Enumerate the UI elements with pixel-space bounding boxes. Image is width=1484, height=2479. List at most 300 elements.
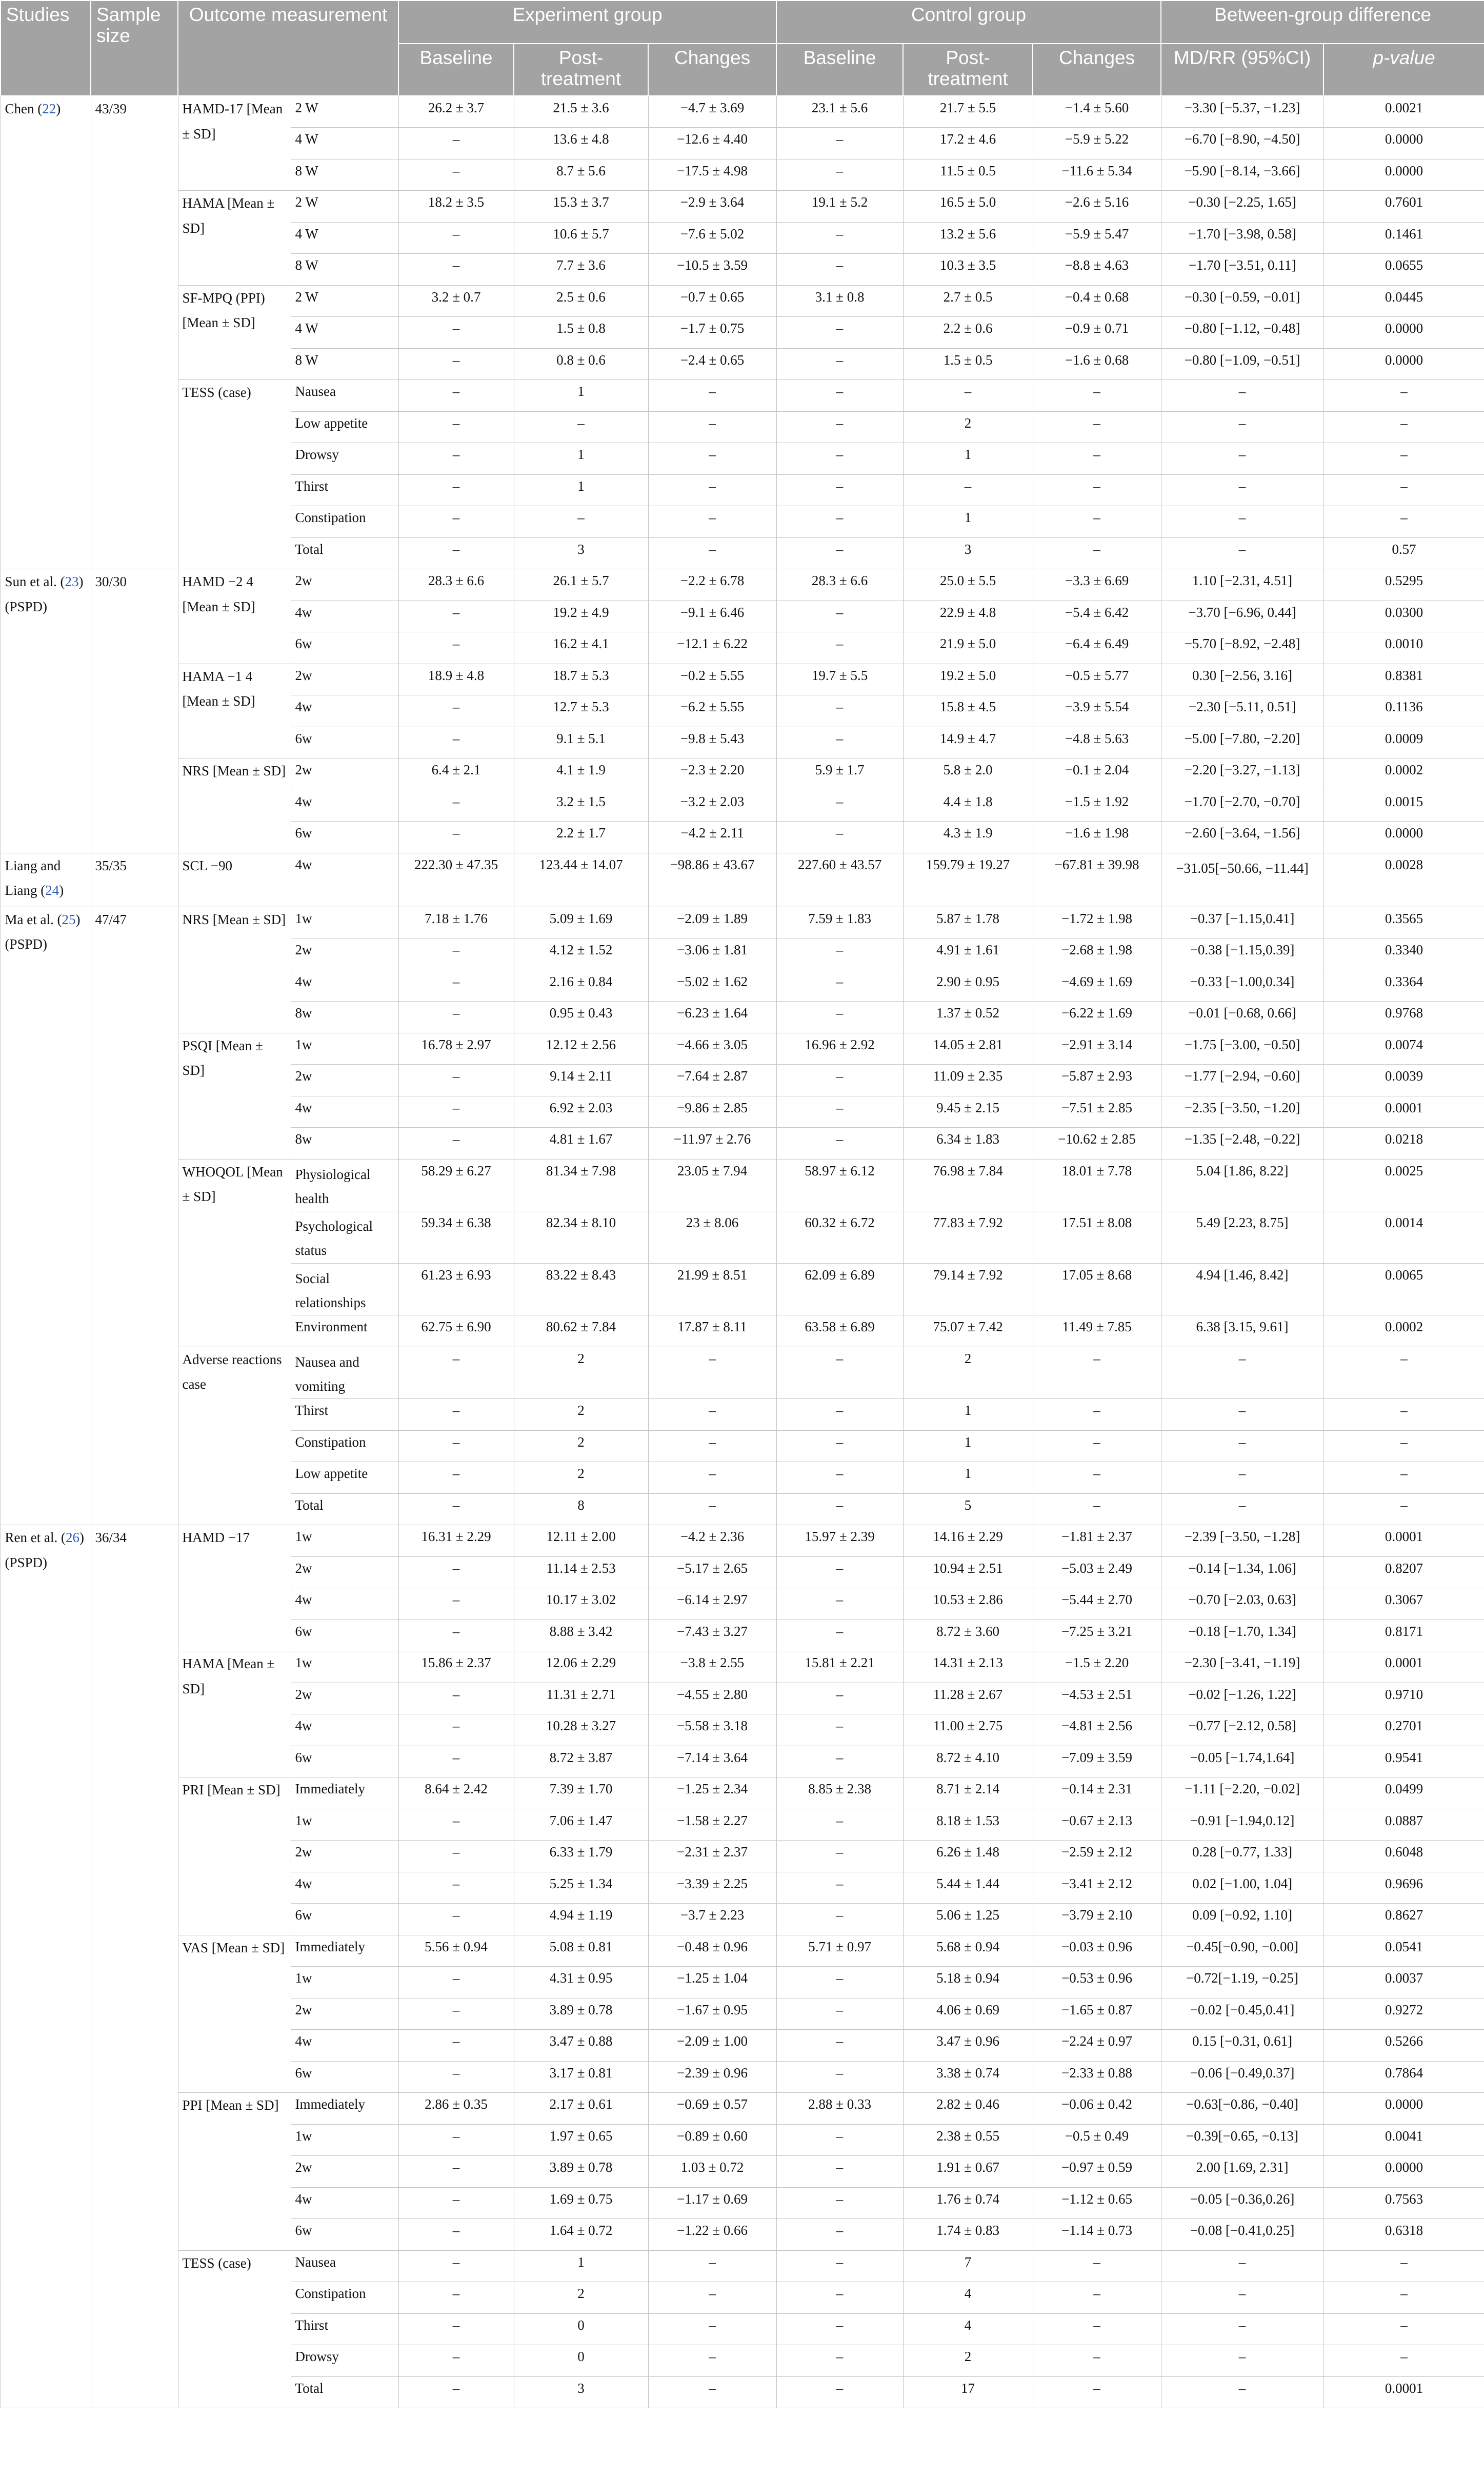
exp-changes: −12.1 ± 6.22 (648, 632, 776, 664)
ctl-changes: −5.9 ± 5.22 (1033, 128, 1161, 159)
study-name-suffix: ) (78, 574, 84, 589)
ctl-baseline: 3.1 ± 0.8 (776, 285, 903, 317)
exp-post: 19.2 ± 4.9 (514, 601, 648, 632)
md-rr: −2.60 [−3.64, −1.56] (1161, 822, 1323, 853)
p-value: 0.0001 (1323, 1096, 1484, 1128)
ctl-baseline: 5.71 ± 0.97 (776, 1935, 903, 1967)
md-rr: −3.70 [−6.96, 0.44] (1161, 601, 1323, 632)
p-value: – (1323, 506, 1484, 538)
md-rr: – (1161, 411, 1323, 443)
ctl-post: 3.38 ± 0.74 (903, 2061, 1033, 2093)
study-cell (1, 96, 91, 569)
p-value: 0.1136 (1323, 695, 1484, 727)
ctl-post: 1 (903, 443, 1033, 475)
measure-label: TESS (case) (178, 2250, 291, 2408)
md-rr: −1.70 [−2.70, −0.70] (1161, 790, 1323, 822)
md-rr: −0.33 [−1.00,0.34] (1161, 970, 1323, 1002)
exp-changes: −5.17 ± 2.65 (648, 1556, 776, 1588)
measure-label: PPI [Mean ± SD] (178, 2093, 291, 2251)
timepoint: 1w (291, 1033, 398, 1065)
md-rr: −3.30 [−5.37, −1.23] (1161, 96, 1323, 128)
exp-baseline: 16.78 ± 2.97 (398, 1033, 514, 1065)
study-name: Liang and Liang ( (5, 857, 61, 898)
ctl-baseline: 60.32 ± 6.72 (776, 1211, 903, 1264)
p-value: 0.9541 (1323, 1746, 1484, 1777)
exp-baseline: 59.34 ± 6.38 (398, 1211, 514, 1264)
timepoint: 4w (291, 1714, 398, 1746)
timepoint: 4w (291, 970, 398, 1002)
p-value: 0.2701 (1323, 1714, 1484, 1746)
ctl-post: 10.53 ± 2.86 (903, 1588, 1033, 1620)
ctl-changes: 18.01 ± 7.78 (1033, 1159, 1161, 1211)
ctl-baseline: 5.9 ± 1.7 (776, 758, 903, 790)
p-value: 0.3340 (1323, 938, 1484, 970)
exp-changes: −0.48 ± 0.96 (648, 1935, 776, 1967)
p-value: 0.57 (1323, 537, 1484, 569)
ctl-post: 6.34 ± 1.83 (903, 1128, 1033, 1159)
exp-changes: −3.7 ± 2.23 (648, 1904, 776, 1935)
exp-baseline: 58.29 ± 6.27 (398, 1159, 514, 1211)
p-value: 0.9696 (1323, 1872, 1484, 1904)
ctl-baseline: – (776, 695, 903, 727)
measure-label: NRS [Mean ± SD] (178, 758, 291, 853)
exp-baseline: – (398, 1714, 514, 1746)
ctl-changes: – (1033, 1399, 1161, 1431)
study-ref-link[interactable]: 23 (65, 574, 79, 589)
exp-changes: −4.55 ± 2.80 (648, 1683, 776, 1714)
ctl-post: 76.98 ± 7.84 (903, 1159, 1033, 1211)
exp-post: 4.31 ± 0.95 (514, 1967, 648, 1998)
ctl-baseline: – (776, 2030, 903, 2062)
md-rr: −0.02 [−1.26, 1.22] (1161, 1683, 1323, 1714)
ctl-baseline: – (776, 970, 903, 1002)
p-value: – (1323, 474, 1484, 506)
exp-changes: −3.06 ± 1.81 (648, 938, 776, 970)
timepoint: 6w (291, 727, 398, 758)
ctl-post: 8.71 ± 2.14 (903, 1777, 1033, 1809)
ctl-changes: −6.4 ± 6.49 (1033, 632, 1161, 664)
header-sample-size: Sample size (91, 1, 178, 96)
p-value: 0.0014 (1323, 1211, 1484, 1264)
ctl-baseline: – (776, 1556, 903, 1588)
exp-changes: −4.7 ± 3.69 (648, 96, 776, 128)
measure-label: PSQI [Mean ± SD] (178, 1033, 291, 1159)
exp-changes: −1.58 ± 2.27 (648, 1809, 776, 1841)
table-row (1, 1525, 1484, 1557)
ctl-baseline: – (776, 1399, 903, 1431)
md-rr: 0.30 [−2.56, 3.16] (1161, 664, 1323, 695)
md-rr: −0.05 [−0.36,0.26] (1161, 2187, 1323, 2219)
md-rr: – (1161, 2345, 1323, 2377)
exp-changes: −4.2 ± 2.36 (648, 1525, 776, 1557)
exp-post: 4.1 ± 1.9 (514, 758, 648, 790)
exp-changes: −6.2 ± 5.55 (648, 695, 776, 727)
p-value: 0.8381 (1323, 664, 1484, 695)
exp-changes: −1.17 ± 0.69 (648, 2187, 776, 2219)
timepoint: Total (291, 2376, 398, 2408)
exp-changes: – (648, 474, 776, 506)
timepoint: 2w (291, 1998, 398, 2030)
exp-baseline: – (398, 1347, 514, 1399)
exp-changes: – (648, 537, 776, 569)
header-outcome-measurement: Outcome measurement (178, 1, 398, 96)
ctl-post: 17.2 ± 4.6 (903, 128, 1033, 159)
header-ctl-baseline: Baseline (776, 44, 903, 96)
p-value: 0.0000 (1323, 128, 1484, 159)
table-row (1, 285, 1484, 317)
timepoint: 6w (291, 822, 398, 853)
timepoint: 8 W (291, 159, 398, 191)
table-row (1, 1159, 1484, 1211)
ctl-baseline: – (776, 1809, 903, 1841)
ctl-baseline: 7.59 ± 1.83 (776, 907, 903, 938)
p-value: 0.5266 (1323, 2030, 1484, 2062)
table-row (1, 853, 1484, 907)
exp-baseline: – (398, 411, 514, 443)
ctl-changes: −7.25 ± 3.21 (1033, 1620, 1161, 1651)
exp-baseline: – (398, 474, 514, 506)
exp-baseline: – (398, 1620, 514, 1651)
timepoint: Immediately (291, 1777, 398, 1809)
exp-changes: −4.66 ± 3.05 (648, 1033, 776, 1065)
ctl-baseline: – (776, 822, 903, 853)
timepoint: 4 W (291, 317, 398, 349)
ctl-post: 1 (903, 1462, 1033, 1494)
md-rr: – (1161, 2250, 1323, 2282)
table-row (1, 664, 1484, 695)
exp-baseline: – (398, 128, 514, 159)
p-value: 0.0002 (1323, 1315, 1484, 1347)
timepoint: 2w (291, 2156, 398, 2188)
ctl-post: 25.0 ± 5.5 (903, 569, 1033, 601)
ctl-post: 77.83 ± 7.92 (903, 1211, 1033, 1264)
ctl-baseline: – (776, 2187, 903, 2219)
exp-post: 10.28 ± 3.27 (514, 1714, 648, 1746)
exp-post: 82.34 ± 8.10 (514, 1211, 648, 1264)
p-value: 0.9710 (1323, 1683, 1484, 1714)
ctl-post: 5.06 ± 1.25 (903, 1904, 1033, 1935)
exp-post: 1.97 ± 0.65 (514, 2124, 648, 2156)
ctl-changes: −1.14 ± 0.73 (1033, 2219, 1161, 2251)
md-rr: −0.45[−0.90, −0.00] (1161, 1935, 1323, 1967)
timepoint: 1w (291, 1525, 398, 1557)
study-ref-link[interactable]: 26 (65, 1530, 79, 1545)
exp-baseline: – (398, 2376, 514, 2408)
ctl-changes: −3.3 ± 6.69 (1033, 569, 1161, 601)
exp-baseline: – (398, 695, 514, 727)
header-between-group: Between-group difference (1161, 1, 1484, 44)
p-value: 0.0300 (1323, 601, 1484, 632)
ctl-changes: −3.79 ± 2.10 (1033, 1904, 1161, 1935)
measure-label: TESS (case) (178, 380, 291, 569)
ctl-post: 14.16 ± 2.29 (903, 1525, 1033, 1557)
ctl-post: 14.05 ± 2.81 (903, 1033, 1033, 1065)
ctl-changes: −4.53 ± 2.51 (1033, 1683, 1161, 1714)
exp-baseline: – (398, 506, 514, 538)
ctl-baseline: – (776, 1683, 903, 1714)
ctl-changes: −8.8 ± 4.63 (1033, 254, 1161, 286)
ctl-changes: – (1033, 1462, 1161, 1494)
ctl-baseline: – (776, 254, 903, 286)
md-rr: 0.28 [−0.77, 1.33] (1161, 1841, 1323, 1872)
timepoint: 4w (291, 853, 398, 907)
ctl-baseline: – (776, 1002, 903, 1033)
ctl-baseline: 23.1 ± 5.6 (776, 96, 903, 128)
table-row (1, 1347, 1484, 1399)
exp-post: 3.2 ± 1.5 (514, 790, 648, 822)
header-ctl-post: Post-treatment (903, 44, 1033, 96)
timepoint: 2 W (291, 191, 398, 223)
ctl-changes: −0.5 ± 0.49 (1033, 2124, 1161, 2156)
ctl-baseline: – (776, 443, 903, 475)
p-value: 0.0074 (1323, 1033, 1484, 1065)
ctl-changes: −5.4 ± 6.42 (1033, 601, 1161, 632)
p-value: 0.0002 (1323, 758, 1484, 790)
ctl-changes: −7.51 ± 2.85 (1033, 1096, 1161, 1128)
timepoint: Constipation (291, 506, 398, 538)
timepoint: Total (291, 1493, 398, 1525)
exp-changes: −11.97 ± 2.76 (648, 1128, 776, 1159)
exp-changes: – (648, 506, 776, 538)
study-name: Sun et al. ( (5, 574, 65, 589)
p-value: – (1323, 2345, 1484, 2377)
study-name-suffix: ) (56, 101, 61, 116)
ctl-changes: – (1033, 506, 1161, 538)
ctl-changes: −3.9 ± 5.54 (1033, 695, 1161, 727)
ctl-post: 4.06 ± 0.69 (903, 1998, 1033, 2030)
sample-size: 36/34 (91, 1525, 178, 2408)
p-value: 0.0000 (1323, 2093, 1484, 2125)
ctl-changes: −5.44 ± 2.70 (1033, 1588, 1161, 1620)
ctl-post: 5 (903, 1493, 1033, 1525)
exp-post: 80.62 ± 7.84 (514, 1315, 648, 1347)
exp-post: 81.34 ± 7.98 (514, 1159, 648, 1211)
exp-baseline: – (398, 348, 514, 380)
exp-post: 5.08 ± 0.81 (514, 1935, 648, 1967)
exp-changes: −3.2 ± 2.03 (648, 790, 776, 822)
ctl-post: 14.9 ± 4.7 (903, 727, 1033, 758)
exp-baseline: 26.2 ± 3.7 (398, 96, 514, 128)
ctl-baseline: – (776, 1347, 903, 1399)
md-rr: −1.35 [−2.48, −0.22] (1161, 1128, 1323, 1159)
ctl-changes: −4.69 ± 1.69 (1033, 970, 1161, 1002)
ctl-changes: −6.22 ± 1.69 (1033, 1002, 1161, 1033)
ctl-changes: −1.12 ± 0.65 (1033, 2187, 1161, 2219)
exp-changes: −98.86 ± 43.67 (648, 853, 776, 907)
timepoint: 8 W (291, 254, 398, 286)
timepoint: 2 W (291, 285, 398, 317)
exp-post: 11.31 ± 2.71 (514, 1683, 648, 1714)
exp-changes: – (648, 1462, 776, 1494)
p-value: 0.1461 (1323, 222, 1484, 254)
ctl-changes: −5.03 ± 2.49 (1033, 1556, 1161, 1588)
exp-changes: – (648, 1430, 776, 1462)
exp-baseline: – (398, 1998, 514, 2030)
study-note: (PSPD) (5, 1554, 48, 1570)
measure-label: HAMA [Mean ± SD] (178, 1651, 291, 1777)
ctl-post: 3 (903, 537, 1033, 569)
ctl-changes: −0.5 ± 5.77 (1033, 664, 1161, 695)
p-value: – (1323, 443, 1484, 475)
md-rr: −31.05[−50.66, −11.44] (1161, 853, 1323, 907)
study-ref-link[interactable]: 25 (62, 911, 76, 927)
exp-post: 18.7 ± 5.3 (514, 664, 648, 695)
exp-changes: – (648, 1399, 776, 1431)
ctl-changes: −2.24 ± 0.97 (1033, 2030, 1161, 2062)
p-value: 0.0000 (1323, 348, 1484, 380)
table-row (1, 569, 1484, 601)
exp-baseline: – (398, 822, 514, 853)
ctl-baseline: 227.60 ± 43.57 (776, 853, 903, 907)
exp-baseline: 7.18 ± 1.76 (398, 907, 514, 938)
p-value: 0.0000 (1323, 2156, 1484, 2188)
timepoint: 6w (291, 1904, 398, 1935)
timepoint: Low appetite (291, 411, 398, 443)
exp-post: 1.5 ± 0.8 (514, 317, 648, 349)
timepoint: Nausea and vomiting (291, 1347, 398, 1399)
exp-post: 8.7 ± 5.6 (514, 159, 648, 191)
exp-baseline: – (398, 222, 514, 254)
exp-changes: −6.14 ± 2.97 (648, 1588, 776, 1620)
ctl-baseline: 28.3 ± 6.6 (776, 569, 903, 601)
study-cell (1, 853, 91, 907)
md-rr: 5.04 [1.86, 8.22] (1161, 1159, 1323, 1211)
timepoint: 4 W (291, 128, 398, 159)
exp-post: 16.2 ± 4.1 (514, 632, 648, 664)
ctl-post: 10.3 ± 3.5 (903, 254, 1033, 286)
timepoint: Environment (291, 1315, 398, 1347)
ctl-baseline: – (776, 159, 903, 191)
timepoint: 4w (291, 2187, 398, 2219)
p-value: – (1323, 1462, 1484, 1494)
ctl-baseline: – (776, 1462, 903, 1494)
p-value: 0.0445 (1323, 285, 1484, 317)
exp-changes: −1.7 ± 0.75 (648, 317, 776, 349)
p-value: 0.0655 (1323, 254, 1484, 286)
exp-baseline: 8.64 ± 2.42 (398, 1777, 514, 1809)
ctl-changes: −0.67 ± 2.13 (1033, 1809, 1161, 1841)
p-value: 0.0499 (1323, 1777, 1484, 1809)
exp-changes: – (648, 443, 776, 475)
exp-changes: −9.86 ± 2.85 (648, 1096, 776, 1128)
table-row (1, 96, 1484, 128)
ctl-post: 2 (903, 2345, 1033, 2377)
ctl-changes: 17.05 ± 8.68 (1033, 1263, 1161, 1315)
ctl-changes: – (1033, 537, 1161, 569)
exp-baseline: 5.56 ± 0.94 (398, 1935, 514, 1967)
timepoint: 4w (291, 601, 398, 632)
md-rr: – (1161, 1430, 1323, 1462)
exp-baseline: 61.23 ± 6.93 (398, 1263, 514, 1315)
timepoint: Drowsy (291, 2345, 398, 2377)
exp-changes: −1.67 ± 0.95 (648, 1998, 776, 2030)
ctl-changes: −1.4 ± 5.60 (1033, 96, 1161, 128)
study-ref-link[interactable]: 22 (42, 101, 56, 116)
measure-label: PRI [Mean ± SD] (178, 1777, 291, 1935)
exp-post: 3.89 ± 0.78 (514, 2156, 648, 2188)
ctl-post: 7 (903, 2250, 1033, 2282)
ctl-baseline: – (776, 632, 903, 664)
md-rr: −2.30 [−3.41, −1.19] (1161, 1651, 1323, 1683)
timepoint: 1w (291, 1809, 398, 1841)
md-rr: – (1161, 443, 1323, 475)
md-rr: −2.20 [−3.27, −1.13] (1161, 758, 1323, 790)
header-exp-post: Post-treatment (514, 44, 648, 96)
p-value: 0.0010 (1323, 632, 1484, 664)
ctl-baseline: – (776, 2313, 903, 2345)
exp-baseline: 222.30 ± 47.35 (398, 853, 514, 907)
p-value: 0.7601 (1323, 191, 1484, 223)
ctl-baseline: – (776, 1746, 903, 1777)
study-name: Ren et al. ( (5, 1530, 66, 1545)
timepoint: 6w (291, 2061, 398, 2093)
ctl-post: 2 (903, 411, 1033, 443)
exp-baseline: 3.2 ± 0.7 (398, 285, 514, 317)
exp-changes: −2.2 ± 6.78 (648, 569, 776, 601)
p-value: 0.0039 (1323, 1065, 1484, 1096)
table-row (1, 380, 1484, 412)
ctl-post: 5.8 ± 2.0 (903, 758, 1033, 790)
p-value: 0.0541 (1323, 1935, 1484, 1967)
ctl-baseline: – (776, 474, 903, 506)
md-rr: – (1161, 2282, 1323, 2314)
exp-post: 2.5 ± 0.6 (514, 285, 648, 317)
timepoint: Low appetite (291, 1462, 398, 1494)
ctl-baseline: 8.85 ± 2.38 (776, 1777, 903, 1809)
ctl-changes: – (1033, 443, 1161, 475)
md-rr: −0.18 [−1.70, 1.34] (1161, 1620, 1323, 1651)
timepoint: Social relationships (291, 1263, 398, 1315)
ctl-baseline: 2.88 ± 0.33 (776, 2093, 903, 2125)
ctl-post: 15.8 ± 4.5 (903, 695, 1033, 727)
timepoint: 6w (291, 1620, 398, 1651)
timepoint: 2w (291, 1841, 398, 1872)
ctl-changes: −0.06 ± 0.42 (1033, 2093, 1161, 2125)
measure-label: HAMA −1 4 [Mean ± SD] (178, 664, 291, 758)
exp-changes: −2.4 ± 0.65 (648, 348, 776, 380)
ctl-post: 5.87 ± 1.78 (903, 907, 1033, 938)
exp-baseline: – (398, 790, 514, 822)
ctl-post: 11.00 ± 2.75 (903, 1714, 1033, 1746)
ctl-changes: −0.53 ± 0.96 (1033, 1967, 1161, 1998)
measure-label: SF-MPQ (PPI) [Mean ± SD] (178, 285, 291, 380)
table-row (1, 1777, 1484, 1809)
timepoint: Constipation (291, 2282, 398, 2314)
exp-post: 8.72 ± 3.87 (514, 1746, 648, 1777)
timepoint: 2w (291, 1683, 398, 1714)
exp-baseline: – (398, 1493, 514, 1525)
md-rr: −2.35 [−3.50, −1.20] (1161, 1096, 1323, 1128)
measure-label: HAMD −17 (178, 1525, 291, 1651)
exp-baseline: 18.9 ± 4.8 (398, 664, 514, 695)
ctl-baseline: – (776, 938, 903, 970)
md-rr: −2.39 [−3.50, −1.28] (1161, 1525, 1323, 1557)
ctl-baseline: – (776, 2282, 903, 2314)
md-rr: −0.38 [−1.15,0.39] (1161, 938, 1323, 970)
table-row (1, 191, 1484, 223)
ctl-baseline: 15.97 ± 2.39 (776, 1525, 903, 1557)
p-value: 0.0028 (1323, 853, 1484, 907)
ctl-changes: – (1033, 2250, 1161, 2282)
ctl-changes: – (1033, 2313, 1161, 2345)
study-cell (1, 569, 91, 853)
ctl-changes: – (1033, 1430, 1161, 1462)
timepoint: Thirst (291, 1399, 398, 1431)
exp-baseline: – (398, 2345, 514, 2377)
study-ref-link[interactable]: 24 (45, 883, 59, 898)
exp-baseline: – (398, 1462, 514, 1494)
exp-changes: – (648, 411, 776, 443)
